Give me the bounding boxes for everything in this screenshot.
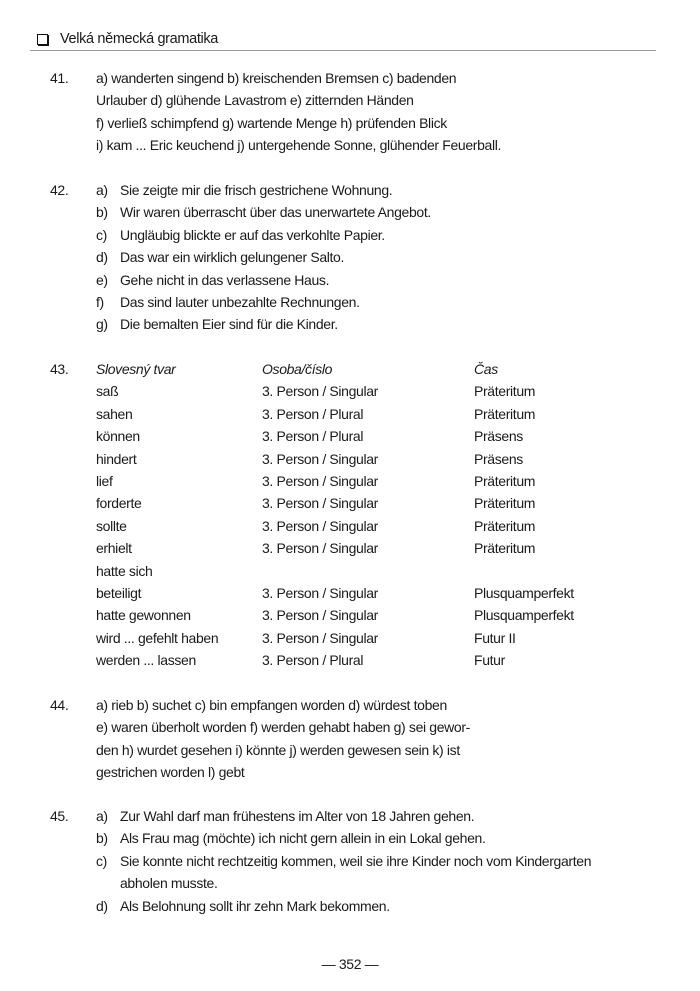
table-row (96, 492, 624, 514)
table-cell: beteiligt (96, 585, 142, 602)
text-line: den h) wurdet gesehen i) könnte j) werden gewesen sein k) ist (96, 741, 460, 758)
table-cell: saß (96, 383, 119, 400)
table-cell: können (96, 428, 140, 445)
table-row (96, 425, 624, 447)
item-label: e) (96, 271, 108, 288)
text-line: a) wanderten singend b) kreischenden Bremsen c) badenden (96, 70, 457, 86)
table-cell: Plusquamperfekt (474, 607, 574, 624)
item-text: Sie konnte nicht rechtzeitig kommen, weil sie ihre Kinder noch vom Kindergarten abholen musste. (120, 852, 592, 892)
text-line: gestrichen worden l) gebt (96, 764, 245, 781)
item-label: d) (96, 249, 108, 266)
column-header: Osoba/číslo (262, 361, 333, 377)
table-cell: werden ... lassen (96, 652, 196, 669)
table-cell: Präteritum (474, 405, 536, 422)
table-row (96, 627, 624, 649)
item-text: Als Belohnung sollt ihr zehn Mark bekommen. (120, 897, 390, 914)
table-cell: lief (96, 473, 113, 490)
checkbox-square-icon (37, 34, 48, 45)
exercise-45 (50, 805, 630, 917)
table-cell: hatte gewonnen (96, 607, 191, 624)
table-cell: erhielt (96, 540, 132, 557)
book-title: Velká německá gramatika (60, 31, 218, 47)
item-label: f) (96, 294, 104, 311)
header-rule (30, 50, 656, 51)
column-header: Slovesný tvar (96, 361, 176, 377)
exercise-number: 41. (50, 70, 69, 86)
table-row (96, 649, 624, 671)
table-cell: 3. Person / Singular (262, 517, 378, 534)
item-label: d) (96, 897, 108, 914)
sentence-item (96, 313, 630, 335)
table-row (96, 604, 624, 626)
table-cell: Präsens (474, 428, 523, 445)
table-row (96, 515, 624, 537)
table-cell: 3. Person / Plural (262, 428, 364, 445)
conjugation-table (96, 358, 624, 672)
item-text: Zur Wahl darf man frühestens im Alter von 18 Jahren gehen. (120, 808, 475, 824)
table-row (96, 537, 624, 559)
table-cell: Präteritum (474, 383, 536, 400)
item-label: g) (96, 316, 108, 333)
table-cell: 3. Person / Singular (262, 450, 378, 467)
item-text: Ungläubig blickte er auf das verkohlte Papier. (120, 226, 385, 243)
sentence-item (96, 179, 630, 201)
exercise-43 (50, 358, 624, 672)
item-label: a) (96, 808, 108, 824)
exercise-number: 45. (50, 808, 69, 824)
table-cell (474, 560, 624, 582)
sentence-item (96, 201, 630, 223)
item-label: b) (96, 830, 108, 847)
item-label: c) (96, 852, 107, 869)
column-header: Čas (474, 361, 498, 377)
sentence-item (96, 291, 630, 313)
table-cell: Plusquamperfekt (474, 585, 574, 602)
table-cell: Futur (474, 652, 505, 669)
table-row (96, 470, 624, 492)
table-cell: 3. Person / Singular (262, 540, 378, 557)
sentence-item (96, 850, 630, 895)
table-cell: hatte sich (96, 562, 153, 579)
exercise-42 (50, 179, 630, 336)
table-cell: 3. Person / Singular (262, 607, 378, 624)
table-row (96, 403, 624, 425)
item-text: Wir waren überrascht über das unerwartete Angebot. (120, 204, 431, 221)
table-cell: Präteritum (474, 517, 536, 534)
item-text: Sie zeigte mir die frisch gestrichene Wohnung. (120, 182, 393, 198)
table-cell: Futur II (474, 629, 516, 646)
table-cell: 3. Person / Singular (262, 495, 378, 512)
table-header (96, 358, 624, 380)
sentence-item (96, 224, 630, 246)
sentence-item (96, 246, 630, 268)
page-number: — 352 — (321, 956, 379, 972)
table-cell: Präteritum (474, 495, 536, 512)
text-line: Urlauber d) glühende Lavastrom e) zitternden Händen (96, 92, 414, 109)
item-label: b) (96, 204, 108, 221)
table-row (96, 582, 624, 604)
table-row (96, 560, 624, 582)
running-header (37, 31, 218, 47)
table-cell: forderte (96, 495, 142, 512)
table-row (96, 380, 624, 402)
exercise-41 (50, 67, 501, 157)
item-text: Das war ein wirklich gelungener Salto. (120, 249, 345, 266)
table-cell: sollte (96, 517, 127, 534)
sentence-item (96, 269, 630, 291)
table-cell: 3. Person / Plural (262, 652, 364, 669)
sentence-item (96, 827, 630, 849)
table-cell: hindert (96, 450, 137, 467)
exercise-number: 44. (50, 697, 69, 713)
item-label: a) (96, 182, 108, 198)
table-cell: Präsens (474, 450, 523, 467)
table-cell: sahen (96, 405, 133, 422)
table-cell: Präteritum (474, 540, 536, 557)
table-cell: 3. Person / Singular (262, 383, 378, 400)
table-row (96, 448, 624, 470)
table-cell: 3. Person / Plural (262, 405, 364, 422)
item-text: Gehe nicht in das verlassene Haus. (120, 271, 330, 288)
table-cell: 3. Person / Singular (262, 473, 378, 490)
table-cell: wird ... gefehlt haben (96, 629, 219, 646)
text-line: e) waren überholt worden f) werden gehabt haben g) sei gewor- (96, 719, 470, 736)
item-text: Die bemalten Eier sind für die Kinder. (120, 316, 338, 333)
sentence-item (96, 805, 630, 827)
table-cell (262, 560, 474, 582)
text-line: i) kam ... Eric keuchend j) untergehende Sonne, glühender Feuerball. (96, 137, 502, 154)
text-line: f) verließ schimpfend g) wartende Menge h) prüfenden Blick (96, 114, 447, 131)
table-cell: 3. Person / Singular (262, 585, 378, 602)
table-cell: Präteritum (474, 473, 536, 490)
item-text: Als Frau mag (möchte) ich nicht gern allein in ein Lokal gehen. (120, 830, 486, 847)
exercise-44 (50, 694, 470, 784)
table-cell: 3. Person / Singular (262, 629, 378, 646)
sentence-item (96, 895, 630, 917)
item-label: c) (96, 226, 107, 243)
exercise-number: 43. (50, 361, 69, 377)
exercise-number: 42. (50, 182, 69, 198)
text-line: a) rieb b) suchet c) bin empfangen worden d) würdest toben (96, 697, 447, 713)
item-text: Das sind lauter unbezahlte Rechnungen. (120, 294, 360, 311)
